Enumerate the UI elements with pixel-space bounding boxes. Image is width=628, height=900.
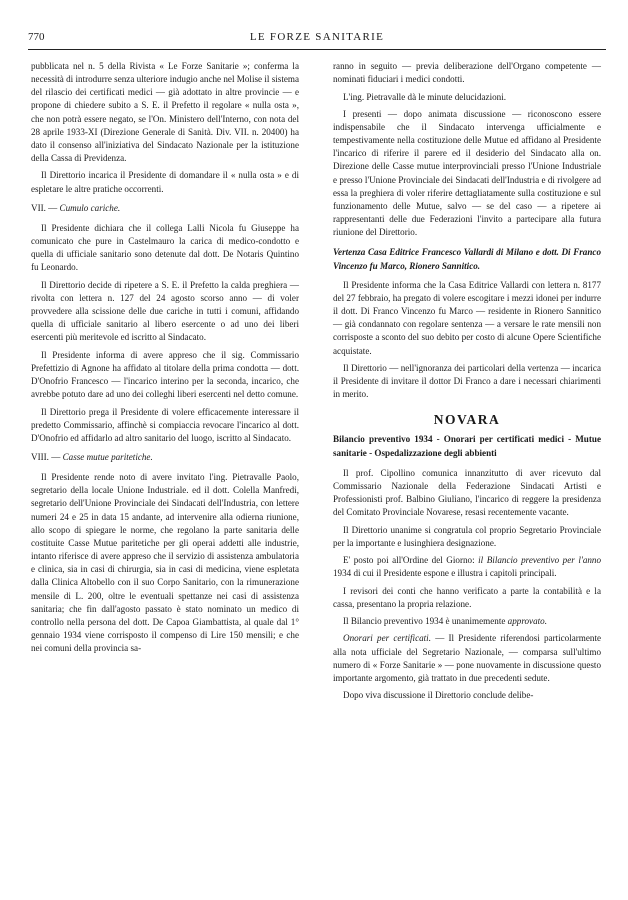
paragraph: Il Presidente dichiara che il collega Lalli Nicola fu Giuseppe ha comunicato che pure in Castelmauro la carica di medico-condotto e quella di ufficiale sanitario sono detenute dal dott. De Notaris Quintino fu Leonardo.: [31, 222, 299, 273]
paragraph: Il Direttorio — nell'ignoranza dei particolari della vertenza — incarica il Presidente di invitare il dottor Di Franco a dare i necessari chiarimenti in merito.: [333, 362, 601, 400]
paragraph: Il Direttorio incarica il Presidente di domandare il « nulla osta » e di espletare le altre pratiche occorrenti.: [31, 170, 299, 194]
paragraph: Il Presidente rende noto di avere invitato l'ing. Pietravalle Paolo, segretario della locale Unione Industriale. ed il dott. Colella Manfredi, segretario dell'Unione Provinciale dei Sindacati dell'Industria, con lettere numeri 24 e 25 in data 15 andante, ad intervenire alla odierna riunione, allo scopo di spiegare le norme, che regolano la parte sanitaria delle costituite Casse Mutue paritetiche per gli operai addetti alle industrie, intanto riferisce di avere appreso che il servizio di assistenza ambulatoria e clinica, sia in casi di chirurgia, sia in casi di medicina, viene espletata dalla Clinica Altobello con il suo Corpo Sanitario, con la rimunerazione mensile di L. 200, oltre le eventuali spettanze nei casi di assistenza sanitaria; che fin dall'agosto passato è stato nominato un medico di controllo nella persona del dott. De Capoa Giambattista, al quale dal 1° gennaio 1934 viene corrisposto il compenso di Lire 150 mensili; e che nei comuni della provincia sa-: [31, 472, 299, 654]
page-number: 770: [28, 31, 45, 43]
paragraph: ranno in seguito — previa deliberazione dell'Organo competente — nominati fiduciari i medici condotti.: [333, 61, 601, 85]
text-run: — Il Presidente riferendosi particolarmente alla nota ufficiale del Segretario Nazionale, — comparsa sull'ultimo numero di « Forze Sanitarie » — pone nuovamente in discussione questo importante argomento, già trattato in due precedenti sedute.: [333, 633, 602, 683]
section-number: VII. —: [31, 202, 58, 213]
paragraph: pubblicata nel n. 5 della Rivista « Le Forze Sanitarie »; conferma la necessità di introdurre senza ulteriore indugio anche nel Molise il sistema del rilascio dei certificati medici — già adottato in altre provincie — e propone di chiedere subito a S. E. il Prefetto il regolare « nulla osta », che non potrà essere negato, se l'On. Ministero dell'Interno, con nota del 28 aprile 1933-XI (Direzione Generale di Sanità. Div. VII. n. 20400) ha dato il consenso all'iniziativa del Sindacato Nazionale per la istituzione della Cassa di Previdenza.: [31, 61, 299, 164]
italic-run: Onorari per certificati.: [343, 633, 431, 644]
text-run: Il Bilancio preventivo 1934 è unanimemente: [343, 616, 506, 627]
italic-run: approvato.: [507, 616, 547, 627]
paragraph: Il Presidente informa di avere appreso che il sig. Commissario Prefettizio di Agnone ha affidato al titolare della prima condotta — dott. D'Onofrio Francesco — l'incarico interino per la seconda, incarico, che avrebbe potuto dare ad uno dei colleghi liberi esercenti nel detto comune.: [31, 349, 299, 400]
paragraph: I presenti — dopo animata discussione — riconoscono essere indispensabile che il Sindacato intervenga ufficialmente e tempestivamente nella costituzione delle Mutue ed affidano al Presidente l'incarico di riferire il parere ed il desiderio del Sindacato alla on. Direzione delle Casse mutue interprovinciali presso l'Unione Industriale e presso l'Unione Provinciale dei Sindacati dell'Industria e di rivolgere ad essa la preghiera di voler riferire dettagliatamente sulla costituzione e sul funzionamento delle Mutue, salvo — se del caso — a ripetere ai rappresentanti delle due Federazioni l'invito a partecipare alla futura riunione del Direttorio.: [333, 108, 601, 238]
right-column: [333, 60, 601, 707]
section-number: VIII. —: [31, 451, 61, 462]
paragraph: Il Direttorio prega il Presidente di volere efficacemente interessare il predetto Commissario, affinchè si compiaccia revocare l'incarico al dott. D'Onofrio ed affidarlo ad altro sanitario del luogo, iscritto al Sindacato.: [31, 406, 299, 443]
agenda-heading: Bilancio preventivo 1934 - Onorari per certificati medici - Mutue sanitarie - Ospedalizzazione degli abbienti: [333, 434, 601, 458]
paragraph: Dopo viva discussione il Direttorio conclude delibe-: [343, 690, 534, 701]
header-rule: [28, 49, 606, 50]
paragraph: [333, 554, 601, 580]
section-heading-vii: [31, 202, 299, 215]
page-header: [28, 31, 606, 49]
paragraph: Il Direttorio unanime si congratula col proprio Segretario Provinciale per la importante e lusinghiera designazione.: [333, 524, 601, 548]
running-title: LE FORZE SANITARIE: [249, 31, 385, 43]
paragraph: Il Direttorio decide di ripetere a S. E. il Prefetto la calda preghiera — rivolta con lettera n. 127 del 24 agosto scorso anno — di voler provvedere alla scissione delle due cariche in tutti i comuni, affidando quella di ufficiale sanitario al libero esercente o ad uno dei liberi esercenti più meritevole ed iscritto al Sindacato.: [31, 279, 299, 343]
italic-run: il Bilancio preventivo per l'anno: [478, 555, 602, 566]
left-column: [31, 60, 299, 660]
section-title: Casse mutue paritetiche.: [62, 451, 153, 462]
region-title: NOVARA: [433, 412, 501, 428]
paragraph: Il Presidente informa che la Casa Editrice Vallardi con lettera n. 8177 del 27 febbraio, ha pregato di volere escogitare i mezzi idonei per indurre il dott. Di Franco Vincenzo fu Marco — residente in Rionero Sannitico — già condannato con regolare sentenza — a versare le rate mensili non corrisposte a sconto del suo debito per costo di alcune Opere Scientifiche acquistate.: [333, 279, 601, 356]
paragraph: I revisori dei conti che hanno verificato a parte la contabilità e la cassa, presentano la propria relazione.: [333, 585, 601, 609]
text-run: 1934 di cui il Presidente espone e illustra i capitoli principali.: [333, 568, 557, 579]
paragraph: Il prof. Cipollino comunica innanzitutto di aver ricevuto dal Commissario Nazionale della Federazione Sindacati Artisti e Professionisti prof. Balbino Giuliano, l'incarico di reggere la presidenza del Comitato Provinciale Novarese, resasi recentemente vacante.: [333, 467, 601, 518]
text-run: E' posto poi all'Ordine del Giorno:: [343, 555, 475, 566]
paragraph: L'ing. Pietravalle dà le minute delucidazioni.: [343, 91, 506, 102]
subsection-heading-vallardi: Vertenza Casa Editrice Francesco Vallardi di Milano e dott. Di Franco Vincenzo fu Marco, Rionero Sannitico.: [333, 247, 601, 271]
paragraph: [333, 632, 601, 685]
section-heading-viii: [31, 451, 299, 464]
section-title: Cumulo cariche.: [59, 202, 121, 213]
paragraph: [333, 615, 601, 628]
